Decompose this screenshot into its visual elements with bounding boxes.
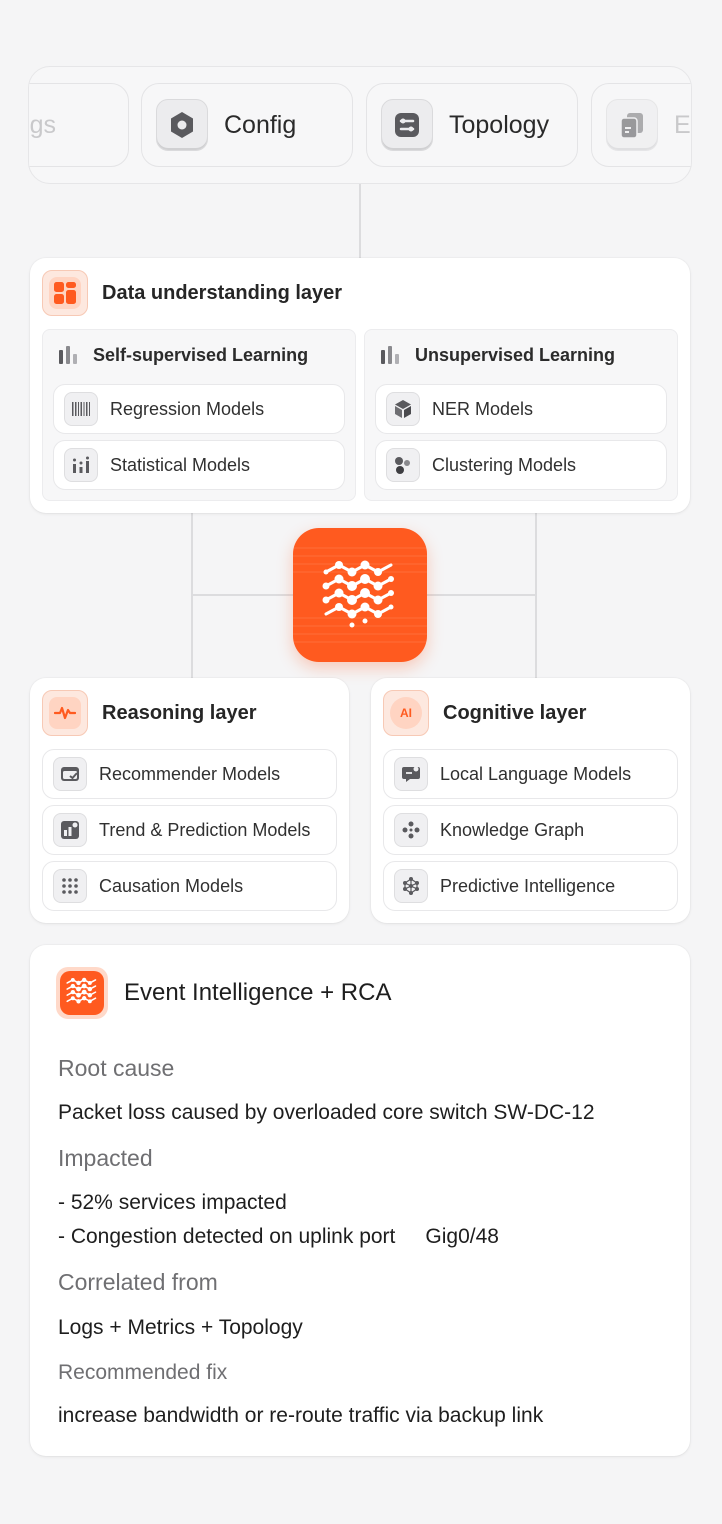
correlated-value: Logs + Metrics + Topology <box>58 1316 303 1339</box>
bar-chart-icon <box>57 344 79 366</box>
cube-icon <box>386 392 420 426</box>
documents-icon <box>606 99 658 151</box>
rca-title: Event Intelligence + RCA <box>124 979 392 1006</box>
cognitive-layer-card <box>371 678 690 923</box>
impacted-congestion-value <box>58 1225 499 1249</box>
recommender-models-label: Recommender Models <box>99 763 281 784</box>
causation-models-label: Causation Models <box>99 875 244 896</box>
regression-models-label: Regression Models <box>110 398 265 419</box>
unsupervised-group <box>364 329 678 501</box>
local-language-models-item[interactable] <box>383 749 678 799</box>
root-cause-label: Root cause <box>58 1055 175 1081</box>
bar-chart-icon <box>379 344 401 366</box>
data-layer-header <box>42 270 342 316</box>
predictive-intelligence-label: Predictive Intelligence <box>440 875 616 896</box>
impacted-services-value: - 52% services impacted <box>58 1191 287 1214</box>
cluster-icon <box>386 448 420 482</box>
cognitive-layer-title: Cognitive layer <box>443 701 587 724</box>
trend-prediction-models-label: Trend & Prediction Models <box>99 819 311 840</box>
barcode-icon <box>64 392 98 426</box>
clustering-models-item[interactable] <box>375 440 667 490</box>
dot-grid-icon <box>53 869 87 903</box>
statistical-models-label: Statistical Models <box>110 454 251 475</box>
topology-icon <box>381 99 433 151</box>
source-label-events: E <box>674 110 691 139</box>
source-label-config: Config <box>224 110 297 139</box>
cognitive-layer-header <box>383 690 586 736</box>
local-language-models-label: Local Language Models <box>440 763 632 784</box>
causation-models-item[interactable] <box>42 861 337 911</box>
self-supervised-group <box>42 329 356 501</box>
source-chip-logs[interactable] <box>28 83 129 167</box>
rca-card <box>30 945 690 1456</box>
neural-network-icon <box>65 976 99 1010</box>
regression-models-item[interactable] <box>53 384 345 434</box>
rca-header <box>56 967 391 1019</box>
source-label-logs: gs <box>29 110 56 139</box>
self-supervised-header <box>57 344 308 366</box>
config-icon <box>156 99 208 151</box>
ner-models-label: NER Models <box>432 398 534 419</box>
impacted-label: Impacted <box>58 1145 153 1171</box>
data-layer-title: Data understanding layer <box>102 281 343 304</box>
unsupervised-header <box>379 344 615 366</box>
statistical-models-item[interactable] <box>53 440 345 490</box>
knowledge-graph-label: Knowledge Graph <box>440 819 585 840</box>
reasoning-layer-header <box>42 690 257 736</box>
ai-icon <box>383 690 429 736</box>
unsupervised-title: Unsupervised Learning <box>415 344 616 365</box>
chat-icon <box>394 757 428 791</box>
clustering-models-label: Clustering Models <box>432 454 577 475</box>
source-chip-events[interactable] <box>591 83 692 167</box>
network-icon <box>394 869 428 903</box>
impacted-congestion-text: - Congestion detected on uplink port <box>58 1225 396 1248</box>
reasoning-layer-title: Reasoning layer <box>102 701 257 724</box>
root-cause-value: Packet loss caused by overloaded core switch SW-DC-12 <box>58 1101 595 1124</box>
neural-network-icon <box>293 528 427 662</box>
recommender-models-item[interactable] <box>42 749 337 799</box>
recommend-icon <box>53 757 87 791</box>
data-understanding-card <box>30 258 690 513</box>
stats-icon <box>64 448 98 482</box>
reasoning-layer-card <box>30 678 349 923</box>
platform-logo <box>293 528 427 662</box>
impacted-port: Gig0/48 <box>425 1225 499 1248</box>
source-chip-config[interactable] <box>141 83 353 167</box>
connector-line <box>359 184 361 260</box>
predictive-intelligence-item[interactable] <box>383 861 678 911</box>
graph-icon <box>394 813 428 847</box>
data-sources-strip <box>28 66 692 184</box>
platform-logo-small <box>56 967 108 1019</box>
trend-prediction-models-item[interactable] <box>42 805 337 855</box>
correlated-label: Correlated from <box>58 1269 218 1295</box>
recommended-fix-value: increase bandwidth or re-route traffic via backup link <box>58 1404 544 1427</box>
ner-models-item[interactable] <box>375 384 667 434</box>
blocks-icon <box>42 270 88 316</box>
self-supervised-title: Self-supervised Learning <box>93 344 309 365</box>
ai-badge-text: AI <box>400 706 412 720</box>
knowledge-graph-item[interactable] <box>383 805 678 855</box>
trend-icon <box>53 813 87 847</box>
pulse-icon <box>42 690 88 736</box>
source-chip-topology[interactable] <box>366 83 578 167</box>
recommended-fix-label: Recommended fix <box>58 1361 228 1384</box>
source-label-topology: Topology <box>449 110 550 139</box>
